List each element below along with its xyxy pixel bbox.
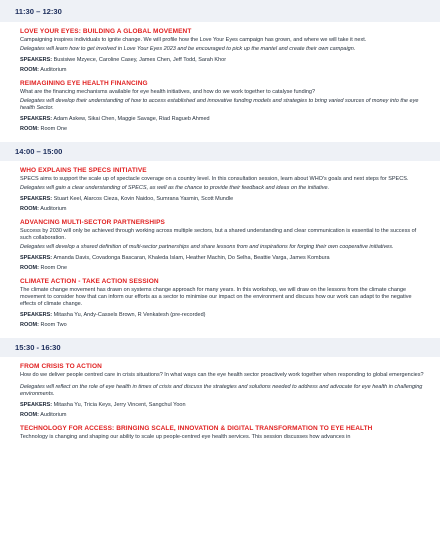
session-description: What are the financing mechanisms available for eye health initiatives, and how do we work together to catalyse funding? [20,89,316,95]
session-speakers [20,57,425,64]
time-slot-label: 14:00 – 15:00 [15,147,63,156]
session-title: FROM CRISIS TO ACTION [20,363,102,370]
session-description: SPECS aims to support the scale up of spectacle coverage on a country level. In this consultation session, learn about WHO's goals and next steps for SPECS. [20,176,409,182]
session-title: WHO EXPLAINS THE SPECS INITIATIVE [20,167,147,174]
session-speakers [20,402,425,409]
session-outcome: Delegates will gain a clear understanding of SPECS, as well as the chance to provide their feedback and ideas on the initiative. [20,185,330,191]
time-slot-header [0,0,440,22]
session-outcome: Delegates will learn how to get involved in Love Your Eyes 2023 and be encouraged to pick up the mantel and create their own campaign. [20,46,356,52]
speakers-label: SPEAKERS: [20,196,53,202]
session-title: CLIMATE ACTION - TAKE ACTION SESSION [20,278,159,285]
speakers-names: Amanda Davis, Covadonga Bascaran, Khaleda Islam, Heather Machin, Do Selha, Beattie Varga, James Kombura [53,255,330,261]
room-label: ROOM: [20,322,39,328]
time-slot-label: 11:30 – 12:30 [15,6,62,16]
session-list [0,28,440,133]
room-name: Auditorium [40,412,67,418]
speakers-names: Stuart Keel, Alarcos Cieza, Kovin Naidoo, Sumrana Yasmin, Scott Mundle [53,196,234,202]
session-card [20,363,425,419]
time-slot-label: 15:30 - 16:30 [15,343,61,352]
speakers-names: Mitasha Yu, Tricia Keys, Jerry Vincent, Sangchul Yoon [53,402,186,408]
session-title: TECHNOLOGY FOR ACCESS: BRINGING SCALE, INNOVATION & DIGITAL TRANSFORMATION TO EYE HEALTH [20,425,373,432]
session-speakers [20,312,425,319]
speakers-label: SPEAKERS: [20,312,53,318]
session-outcome: Delegates will develop their understanding of how to access established and innovative funding models and strategies to bring varied sources of money into the eye health Sector. [20,98,419,111]
session-room [20,412,425,419]
session-list [0,167,440,329]
session-card [20,278,425,329]
session-description: Campaigning inspires individuals to ignite change. We will profile how the Love Your Eyes campaign has grown, and where we will take it next. [20,37,367,43]
room-name: Room One [40,126,68,132]
session-speakers [20,255,425,262]
session-description: The climate change movement has drawn on systems change approach for many years. In this workshop, we will draw on the lessons from the climate change movement to consider how that can inform our efforts as a sector to minimise our impact on the environment and discuss how our work can adapt to the negative effects of climate change. [20,287,412,307]
session-speakers [20,196,425,203]
session-card [20,167,425,213]
session-room [20,322,425,329]
room-label: ROOM: [20,206,39,212]
session-outcome: Delegates will reflect on the role of eye health in times of crisis and discuss the strategies and solutions needed to address and advocate for eye health in challenging environments. [20,384,423,397]
session-room [20,67,425,74]
session-room [20,265,425,272]
session-description: Success by 2030 will only be achieved through working across multiple sectors, but a shared understanding and clear communication is essential to the success of such collaboration. [20,228,417,241]
time-slot-header [0,338,440,357]
speakers-label: SPEAKERS: [20,255,53,261]
room-label: ROOM: [20,67,39,73]
room-label: ROOM: [20,265,39,271]
room-name: Room One [40,265,68,271]
session-outcome: Delegates will develop a shared definition of multi-sector partnerships and share lessons from and inspirations for forging their own cooperative initiatives. [20,244,394,250]
speakers-names: Adam Askew, Sikai Chen, Maggie Savage, Riad Ragueb Ahmed [53,116,210,122]
speakers-names: Busisiwe Mzyece, Caroline Casey, James Chen, Jeff Todd, Sarah Khor [53,57,227,63]
time-slot-header [0,142,440,161]
session-list [0,363,440,441]
session-title: LOVE YOUR EYES: BUILDING A GLOBAL MOVEMENT [20,28,192,35]
session-description: How do we deliver people centred care in crisis situations? In what ways can the eye health sector proactively work together when responding to global emergencies? [20,372,424,378]
room-name: Room Two [40,322,67,328]
speakers-names: Mitasha Yu, Andy-Cassels Brown, R Venkatesh (pre-recorded) [53,312,206,318]
session-card [20,425,425,441]
speakers-label: SPEAKERS: [20,116,53,122]
session-card [20,219,425,272]
room-name: Auditorium [40,67,67,73]
room-name: Auditorium [40,206,67,212]
session-speakers [20,116,425,123]
room-label: ROOM: [20,412,39,418]
session-room [20,206,425,213]
session-description: Technology is changing and shaping our ability to scale up people-centred eye health services. This session discusses how advances in [20,434,351,440]
speakers-label: SPEAKERS: [20,57,53,63]
session-title: REIMAGINING EYE HEALTH FINANCING [20,80,148,87]
speakers-label: SPEAKERS: [20,402,53,408]
room-label: ROOM: [20,126,39,132]
session-card [20,80,425,133]
session-title: ADVANCING MULTI-SECTOR PARTNERSHIPS [20,219,165,226]
session-card [20,28,425,74]
session-room [20,126,425,133]
